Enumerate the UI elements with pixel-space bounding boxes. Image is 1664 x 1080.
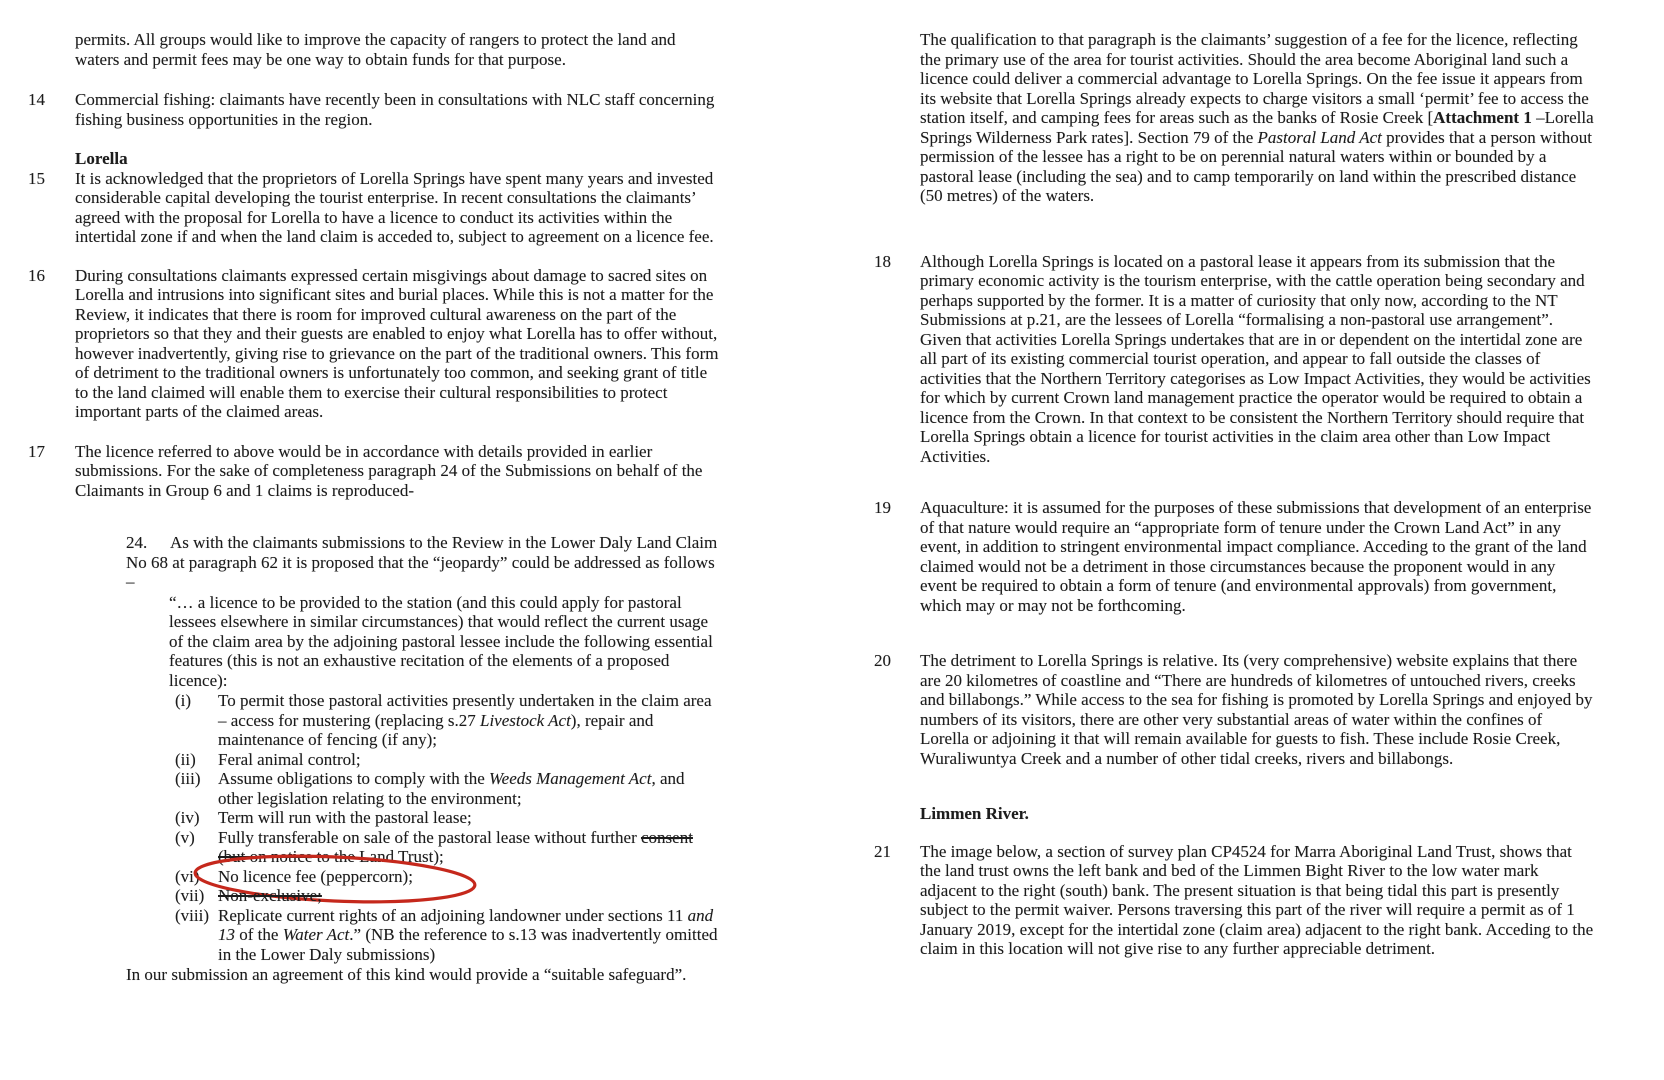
paragraph-14-number: 14 [28, 90, 45, 109]
list-item-viii-marker: (viii) [175, 905, 209, 925]
paragraph-24 [126, 533, 722, 592]
list-item-iii [175, 769, 722, 808]
list-item-viii-text [218, 906, 722, 965]
list-item-viii [175, 906, 722, 965]
text-run: The qualification to that paragraph is the claimants’ suggestion of a fee for the licence, reflecting the primary use of the area for tourist activities. Should the area become Aboriginal land such a licence could deliver a commercial advantage to Lorella Springs. On the fee issue it appears from its website that Lorella Springs already expects to charge visitors a small ‘permit’ fee to access the station itself, and camping fees for areas such as the banks of Rosie Creek [ [920, 30, 1589, 127]
paragraph-17-text: The licence referred to above would be in accordance with details provided in earlier submissions. For the sake of completeness paragraph 24 of the Submissions on behalf of the Claimants in Group 6 and 1 claims is reproduced- [75, 441, 703, 500]
limmen-heading-row [874, 804, 1594, 824]
list-item-v-text [218, 828, 722, 867]
paragraph-16 [28, 266, 722, 422]
text-run: Land Trust); [354, 847, 444, 866]
paragraph-19-text: Aquaculture: it is assumed for the purposes of these submissions that development of an enterprise of that nature would require an “appropriate form of tenure under the Crown Land Act” in any event, in addition to stringent environmental impact compliance. Acceding to the grant of the land claimed would not be a detriment in those circumstances because the proponent would in any event be required to obtain a form of tenure (and environmental approvals) from government, which may or may not be forthcoming. [920, 498, 1592, 615]
list-item-vi-marker: (vi) [175, 866, 200, 886]
text-run: –Lorella Springs Wilderness Park rates]. Section 79 of the [920, 108, 1594, 147]
list-item-i-marker: (i) [175, 691, 192, 710]
list-item-vii [175, 886, 722, 906]
text-run: Assume obligations to comply with the [218, 769, 490, 788]
text-run-strikethrough: consent (but on notice to the [218, 827, 693, 866]
paragraph-15 [28, 169, 722, 247]
list-item-v-marker: (v) [175, 827, 195, 847]
text-run-bold: Attachment 1 [1433, 108, 1532, 127]
paragraph-19-number: 19 [874, 498, 891, 517]
paragraph-14 [28, 90, 722, 129]
paragraph-18 [874, 252, 1594, 467]
qualification-text [920, 30, 1594, 206]
paragraph-number-empty [874, 30, 920, 206]
list-item-i [175, 691, 722, 750]
paragraph-15-number: 15 [28, 168, 45, 188]
paragraph-21-text: The image below, a section of survey plan CP4524 for Marra Aboriginal Land Trust, shows that the land trust owns the left bank and bed of the Limmen Bight River to the low water mark adjacent to the right (south) bank. The present situation is that being tidal this part is presently subject to the permit waiver. Persons traversing this part of the river will require a permit as of 1 January 2019, except for the intertidal zone (claim area) adjacent to the right bank. Acceding to the claim in this location will not give rise to any further appreciable detriment. [920, 841, 1594, 958]
paragraph-16-number: 16 [28, 265, 45, 285]
paragraph-19 [874, 498, 1594, 615]
licence-quote-intro: “… a licence to be provided to the station (and this could apply for pastoral lessees elsewhere in similar circumstances) that would reflect the current usage of the claim area by the adjoining pastoral lessee include the following essential features (this is not an exhaustive recitation of the elements of a proposed licence): [169, 592, 713, 690]
list-item-vi [175, 867, 722, 887]
licence-feature-list [175, 691, 722, 964]
list-item-iii-marker: (iii) [175, 769, 201, 788]
list-item-ii-text: Feral animal control; [218, 749, 361, 769]
paragraph-20-text: The detriment to Lorella Springs is relative. Its (very comprehensive) website explains that there are 20 kilometres of coastline and “There are hundreds of kilometres of untouched rivers, creeks and billabongs.” While access to the sea for fishing is promoted by Lorella Springs and enjoyed by numbers of its visitors, there are other very substantial areas of water within the confines of Lorella or adjoining it that will remain available for guests to fish. These include Rosie Creek, Wuraliwuntya Creek and a number of other tidal creeks, rivers and billabongs. [920, 651, 1593, 768]
paragraph-21 [874, 842, 1594, 959]
paragraph-number-empty [874, 804, 920, 824]
paragraph-number-empty [28, 149, 75, 169]
list-item-iv [175, 808, 722, 828]
intro-continuation-paragraph [28, 30, 722, 69]
paragraph-15-text: It is acknowledged that the proprietors of Lorella Springs have spent many years and invested considerable capital developing the tourist enterprise. In recent consultations the claimants’ agreed with the proposal for Lorella to have a licence to conduct its activities within the intertidal zone if and when the land claim is acceded to, subject to agreement on a licence fee. [75, 168, 714, 246]
paragraph-18-number: 18 [874, 251, 891, 271]
text-run: Replicate current rights of an adjoining landowner under sections 11 [218, 905, 688, 925]
text-run-italic: Pastoral Land Act [1257, 127, 1382, 147]
list-item-vii-marker: (vii) [175, 886, 205, 905]
list-item-i-text [218, 691, 722, 750]
text-run: .” (NB the reference to s.13 was inadvertently omitted in the Lower Daly submissions) [218, 925, 718, 964]
lorella-heading-row [28, 149, 722, 169]
paragraph-20-number: 20 [874, 651, 891, 670]
paragraph-17 [28, 442, 722, 501]
text-run: Fully transferable on sale of the pastoral lease without further [218, 827, 641, 847]
text-run-italic: and 13 [218, 905, 714, 944]
paragraph-16-text: During consultations claimants expressed certain misgivings about damage to sacred sites on Lorella and intrusions into significant sites and burial places. While this is not a matter for the Review, it indicates that there is room for improved cultural awareness on the part of the proprietors so that they and their guests are enabled to enjoy what Lorella has to offer without, however inadvertently, giving rise to grievance on the part of the traditional owners. This form of detriment to the traditional owners is unfortunately too common, and seeking grant of title to the land claimed will enable them to exercise their cultural responsibilities to protect important parts of the claimed areas. [75, 265, 719, 421]
list-item-iv-text: Term will run with the pastoral lease; [218, 808, 472, 827]
text-run: ), repair and maintenance of fencing (if any); [218, 710, 654, 749]
paragraph-20 [874, 651, 1594, 768]
list-item-vi-text: No licence fee (peppercorn); [218, 866, 413, 886]
right-column [874, 30, 1594, 959]
quoted-submission-block [126, 533, 722, 985]
list-item-iv-marker: (iv) [175, 808, 200, 827]
text-run-strikethrough: Non-exclusive; [218, 886, 322, 905]
list-item-iii-text [218, 769, 722, 808]
paragraph-14-text: Commercial fishing: claimants have recently been in consultations with NLC staff concerning fishing business opportunities in the region. [75, 90, 715, 129]
list-item-ii [175, 750, 722, 770]
lorella-heading: Lorella [75, 149, 128, 168]
list-item-vii-text [218, 886, 722, 906]
text-run-italic: Livestock Act [480, 710, 571, 730]
intro-continuation-text: permits. All groups would like to improve the capacity of rangers to protect the land and waters and permit fees may be one way to obtain funds for that purpose. [75, 30, 676, 69]
paragraph-21-number: 21 [874, 841, 891, 861]
paragraph-24-marker: 24. [126, 533, 148, 552]
left-column [28, 30, 722, 985]
text-run-italic: Water Act [282, 925, 350, 944]
block24-closing-text: In our submission an agreement of this kind would provide a “suitable safeguard”. [126, 965, 687, 984]
list-item-ii-marker: (ii) [175, 749, 196, 769]
paragraph-17-number: 17 [28, 441, 45, 461]
text-run-italic: Weeds Management Act [489, 769, 652, 788]
limmen-river-heading: Limmen River. [920, 804, 1029, 823]
text-run: , and other legislation relating to the environment; [218, 769, 685, 808]
paragraph-18-text: Although Lorella Springs is located on a pastoral lease it appears from its submission that the primary economic activity is the tourism enterprise, with the cattle operation being secondary and perhaps supported by the former. It is a matter of curiosity that only now, according to the NT Submissions at p.21, are the lessees of Lorella “formalising a non-pastoral use arrangement”. Given that activities Lorella Springs undertakes that are in or dependent on the intertidal zone are all part of its existing commercial tourist operation, and appear to fall outside the classes of activities that the Northern Territory categorises as Low Impact Activities, they would be activities for which by current Crown land management practice the operator would be required to obtain a licence from the Crown. In that context to be consistent the Northern Territory should require that Lorella Springs obtain a licence for tourist activities in the claim area other than Low Impact Activities. [920, 251, 1591, 466]
paragraph-24-text: As with the claimants submissions to the Review in the Lower Daly Land Claim No 68 at paragraph 62 it is proposed that the “jeopardy” could be addressed as follows – [126, 533, 718, 591]
qualification-paragraph [874, 30, 1594, 206]
text-run: To permit those pastoral activities presently undertaken in the claim area – access for mustering (replacing s.27 [218, 691, 712, 730]
text-run: of the [235, 925, 283, 944]
paragraph-number-empty [28, 30, 75, 69]
list-item-v [175, 828, 722, 867]
text-run: provides that a person without permission of the lessee has a right to be on perennial natural waters within or bounded by a pastoral lease (including the sea) and to camp temporarily on land within the prescribed distance (50 metres) of the waters. [920, 127, 1593, 205]
